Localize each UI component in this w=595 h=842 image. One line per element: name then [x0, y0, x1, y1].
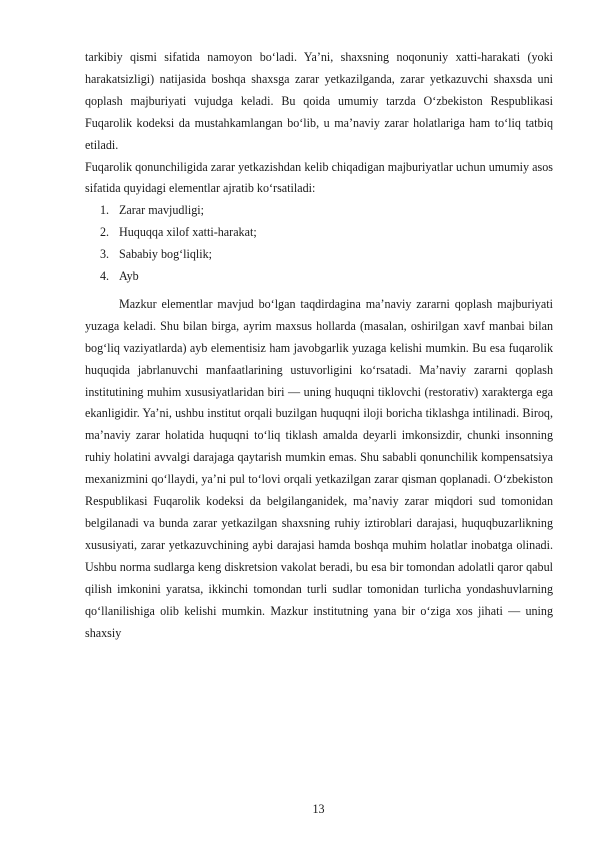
- list-item-text: Huquqqa xilof xatti-harakat;: [119, 225, 257, 240]
- list-item-number: 4.: [100, 269, 110, 284]
- page-number: 13: [312, 802, 325, 816]
- list-item-text: Sababiy bog‘liqlik;: [119, 247, 213, 262]
- list-item: [100, 222, 553, 244]
- list-item-text: Ayb: [119, 269, 139, 284]
- list-item: [100, 244, 553, 266]
- document-page: [85, 47, 553, 644]
- paragraph-elements-lead: Fuqarolik qonunchiligida zarar yetkazishdan kelib chiqadigan majburiyatlar uchun umumiy asos sifatida quyidagi elementlar ajratib ko‘rsatiladi:: [85, 159, 553, 196]
- list-item-number: 3.: [100, 247, 110, 262]
- list-item: [100, 200, 553, 222]
- elements-list: [85, 200, 553, 288]
- list-item-number: 2.: [100, 225, 110, 240]
- list-item-text: Zarar mavjudligi;: [119, 203, 204, 218]
- list-item-number: 1.: [100, 203, 110, 218]
- paragraph-main: Mazkur elementlar mavjud bo‘lgan taqdirdagina ma’naviy zararni qoplash majburiyati yuzaga keladi. Shu bilan birga, ayrim maxsus hollarda (masalan, oshirilgan xavf manbai bilan bog‘liq vaziyatlarda) ayb elementisiz ham javobgarlik yuzaga kelishi mumkin. Bu esa fuqarolik huquqida jabrlanuvchi manfaatlarining ustuvorligini ko‘rsatadi. Ma’naviy zararni qoplash institutining muhim xususiyatlaridan biri — uning huquqni tiklovchi (restorativ) xarakterga ega ekanligidir. Ya’ni, ushbu institut orqali buzilgan huquqni iloji boricha tiklashga intilinadi. Biroq, ma’naviy zarar holatida huquqni to‘liq tiklash amalda deyarli imkonsizdir, chunki insonning ruhiy holatini avvalgi darajaga qaytarish mumkin emas. Shu sababli qonunchilik kompensatsiya mexanizmini qo‘llaydi, ya’ni pul to‘lovi orqali yetkazilgan zarar qisman qoplanadi. O‘zbekiston Respublikasi Fuqarolik kodeksi da belgilanganidek, ma’naviy zarar miqdori sud tomonidan belgilanadi va bunda zarar yetkazilgan shaxsning ruhiy iztiroblari darajasi, huquqbuzarlikning xususiyati, zarar yetkazuvchining aybi darajasi hamda boshqa muhim holatlar inobatga olinadi. Ushbu norma sudlarga keng diskretsion vakolat beradi, bu esa bir tomondan adolatli qaror qabul qilish imkonini yaratsa, ikkinchi tomondan turli sudlar tomonidan turlicha yondashuvlarning qo‘llanilishiga olib kelishi mumkin. Mazkur institutning yana bir o‘ziga xos jihati — uning shaxsiy: [85, 296, 553, 640]
- paragraph-intro: tarkibiy qismi sifatida namoyon bo‘ladi. Ya’ni, shaxsning noqonuniy xatti-harakati (yoki harakatsizligi) natijasida boshqa shaxsga zarar yetkazilganda, zarar yetkazuvchi shaxsda uni qoplash majburiyati vujudga keladi. Bu qoida umumiy tarzda O‘zbekiston Respublikasi Fuqarolik kodeksi da mustahkamlangan bo‘lib, u ma’naviy zarar holatlariga ham to‘liq tatbiq etiladi.: [85, 50, 553, 152]
- list-item: [100, 266, 553, 288]
